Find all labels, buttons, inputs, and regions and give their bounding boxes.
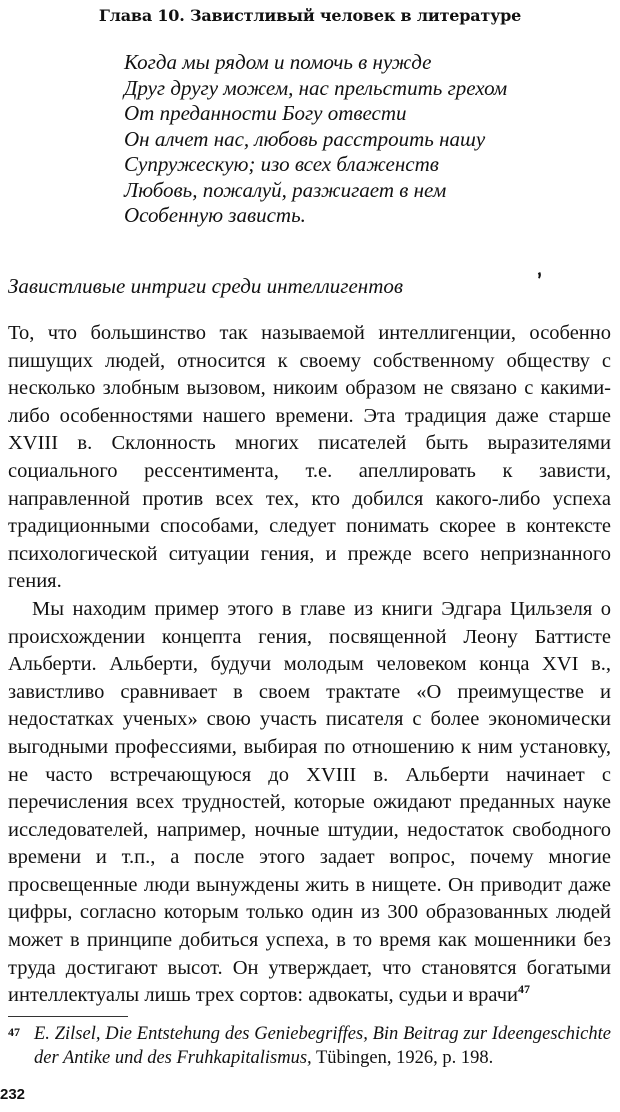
poem-line: Особенную зависть. (124, 203, 306, 227)
poem-line: Супружескую; изо всех блаженств (124, 152, 439, 176)
body-text (8, 320, 611, 1010)
poem-line: От преданности Богу отвести (124, 101, 407, 125)
poem-line: Друг другу можем, нас прельстить грехом (124, 75, 508, 100)
footnote (8, 1022, 611, 1070)
running-header: Глава 10. Завистливый человек в литературе (98, 6, 522, 25)
paragraph: То, что большинство так называемой интеллигенции, особенно пишущих людей, относится к своему собственному обществу с несколько злобным вызовом, никоим образом не связано с какими-либо особенностями нашего времени. Эта традиция даже старше XVIII в. Склонность многих писателей быть выразителями социального рессентимента, т.е. апеллировать к зависти, направленной против всех тех, кто добился какого-либо успеха традиционными способами, следует понимать скорее в контексте психологической ситуации гения, и прежде всего непризнанного гения. (8, 322, 611, 593)
poem-epigraph (124, 50, 584, 229)
footnote-text (8, 1022, 611, 1070)
footnote-reference[interactable]: 47 (517, 982, 530, 997)
footnote-publication: Tübingen, 1926, p. 198. (311, 1048, 494, 1068)
footnote-divider (8, 1016, 128, 1017)
paragraph (8, 596, 611, 1010)
page-number: 232 (0, 1086, 26, 1103)
section-heading: Завистливые интриги среди интеллигентов (8, 274, 403, 298)
footnote-citation: E. Zilsel, Die Entstehung des Geniebegriffes, Bin Beitrag zur Ideengeschichte der Antike und des Fruhkapitalismus, (34, 1024, 611, 1068)
stray-ink-mark: ʼ (533, 267, 550, 293)
footnote-number: 47 (8, 1025, 20, 1039)
poem-line: Любовь, пожалуй, разжигает в нем (124, 177, 447, 202)
poem-line: Когда мы рядом и помочь в нужде (124, 50, 432, 74)
paragraph-text: Мы находим пример этого в главе из книги Эдгара Цильзеля о происхождении концепта гения, посвященной Леону Баттисте Альберти. Альберти, будучи молодым человеком конца XVI в., завистливо сравнивает в своем трактате «О преимуществе и недостатках ученых» свою участь писателя с более экономически выгодными профессиями, выбирая по отношению к ним установку, не часто встречающуюся до XVIII в. Альберти начинает с перечисления всех трудностей, которые ожидают преданных науке исследователей, например, ночные штудии, недостаток свободного времени и т.п., а после этого задает вопрос, почему многие просвещенные люди вынуждены жить в нищете. Он приводит даже цифры, согласно которым только один из 300 образованных людей может в принципе добиться успеха, в то время как мошенники без труда достигают высот. Он утверждает, что становятся богатыми интеллектуалы лишь трех сортов: адвокаты, судьи и врачи (8, 597, 611, 1007)
poem-line: Он алчет нас, любовь расстроить нашу (124, 126, 486, 151)
